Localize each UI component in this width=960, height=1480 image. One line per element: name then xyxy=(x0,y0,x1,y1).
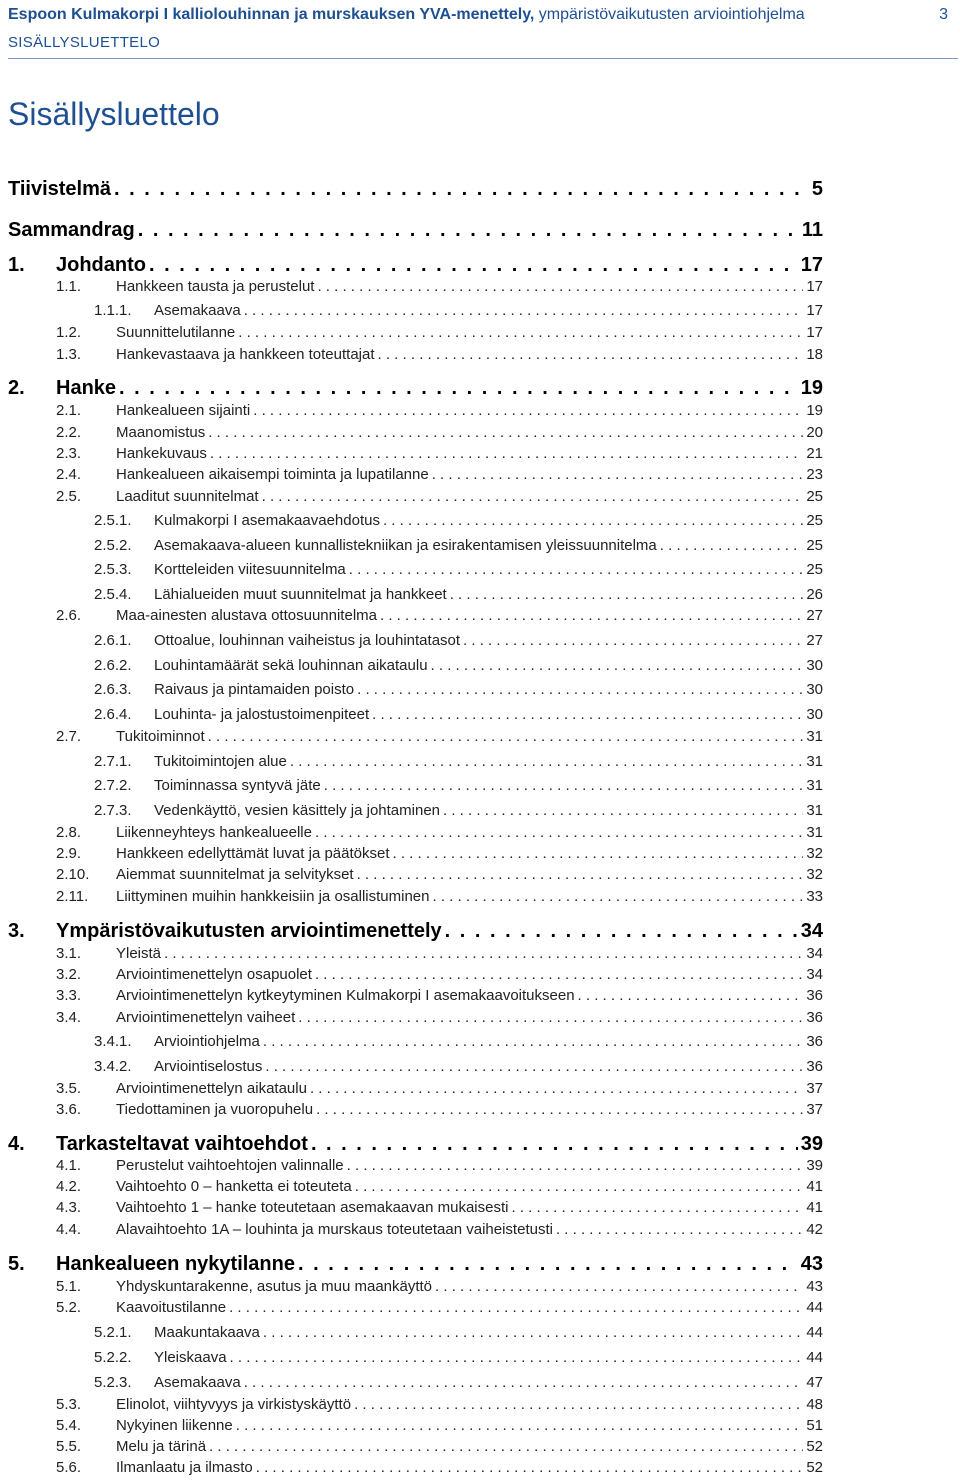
toc-entry-number: 2. xyxy=(8,377,25,399)
toc-section[interactable] xyxy=(56,1417,823,1434)
toc-entry-page: 17 xyxy=(806,302,823,319)
toc-entry-number: 1.3. xyxy=(56,346,82,363)
toc-entry-number: 2.11. xyxy=(56,888,89,905)
toc-entry-number: 5.2.3. xyxy=(94,1374,132,1391)
toc-entry-number: 2.3. xyxy=(56,445,82,462)
toc-entry-page: 34 xyxy=(806,966,823,983)
toc-entry-label: Yleiskaava xyxy=(154,1349,227,1366)
toc-entry-page: 19 xyxy=(800,377,823,399)
toc-entry-number: 4. xyxy=(8,1133,25,1155)
toc-dot-leader xyxy=(310,1080,803,1097)
toc-entry-label: Tiivistelmä xyxy=(8,178,112,200)
toc-entry-page: 36 xyxy=(806,1009,823,1026)
toc-entry-number: 5.2.1. xyxy=(94,1324,132,1341)
toc-entry-label: Arviointimenettelyn aikataulu xyxy=(116,1080,307,1097)
toc-entry-page: 36 xyxy=(806,1033,823,1050)
toc-chapter[interactable] xyxy=(8,254,823,277)
toc-entry-page: 32 xyxy=(806,845,823,862)
toc-entry-number: 2.6.1. xyxy=(94,632,132,649)
toc-entry-label: Ottoalue, louhinnan vaiheistus ja louhintatasot xyxy=(154,632,461,649)
document-title-bold: Espoon Kulmakorpi I kalliolouhinnan ja murskauksen YVA-menettely, xyxy=(8,6,535,23)
toc-dot-leader xyxy=(355,1178,804,1195)
toc-section[interactable] xyxy=(56,1009,823,1026)
toc-entry-page: 26 xyxy=(806,586,823,603)
toc-entry-number: 1.2. xyxy=(56,324,82,341)
toc-entry-page: 25 xyxy=(806,561,823,578)
toc-entry-label: Tukitoiminnot xyxy=(116,728,205,745)
toc-entry-label: Arviointimenettelyn vaiheet xyxy=(116,1009,296,1026)
toc-section[interactable] xyxy=(56,445,823,462)
toc-dot-leader xyxy=(209,1438,803,1455)
toc-dot-leader xyxy=(164,945,803,962)
toc-entry-page: 44 xyxy=(806,1349,823,1366)
toc-subsection[interactable] xyxy=(94,632,823,649)
toc-entry-number: 5.6. xyxy=(56,1459,82,1476)
toc-entry-number: 5.2.2. xyxy=(94,1349,132,1366)
toc-entry-number: 3.5. xyxy=(56,1080,82,1097)
toc-entry-label: Raivaus ja pintamaiden poisto xyxy=(154,681,355,698)
toc-entry-number: 2.5. xyxy=(56,488,82,505)
toc-entry-number: 2.2. xyxy=(56,424,82,441)
toc-dot-leader xyxy=(138,219,799,242)
toc-entry-number: 3.2. xyxy=(56,966,82,983)
toc-section[interactable] xyxy=(56,346,823,363)
toc-entry-number: 2.4. xyxy=(56,466,82,483)
toc-entry-number: 2.7.1. xyxy=(94,753,132,770)
toc-dot-leader xyxy=(431,657,804,674)
toc-subsection[interactable] xyxy=(94,561,823,578)
toc-subsection[interactable] xyxy=(94,681,823,698)
toc-section[interactable] xyxy=(56,966,823,983)
toc-dot-leader xyxy=(208,424,803,441)
toc-entry-page: 41 xyxy=(806,1199,823,1216)
toc-entry-label: Louhinta- ja jalostustoimenpiteet xyxy=(154,706,370,723)
toc-entry-page: 17 xyxy=(800,254,823,276)
toc-section[interactable] xyxy=(56,1299,823,1316)
toc-entry-page: 31 xyxy=(806,753,823,770)
toc-entry-page: 30 xyxy=(806,681,823,698)
toc-entry-number: 3.1. xyxy=(56,945,82,962)
toc-dot-leader xyxy=(450,586,804,603)
toc-entry-label: Hanke xyxy=(56,377,117,399)
toc-section[interactable] xyxy=(56,324,823,341)
page-number: 3 xyxy=(939,6,948,23)
toc-dot-leader xyxy=(311,1133,798,1156)
toc-dot-leader xyxy=(578,987,804,1004)
toc-chapter[interactable] xyxy=(8,1253,823,1276)
toc-entry-page: 34 xyxy=(806,945,823,962)
toc-dot-leader xyxy=(357,866,804,883)
toc-section[interactable] xyxy=(56,1396,823,1413)
toc-entry-number: 3.4.2. xyxy=(94,1058,132,1075)
toc-dot-leader xyxy=(298,1009,803,1026)
toc-entry-page: 30 xyxy=(806,657,823,674)
toc-entry-label: Sammandrag xyxy=(8,219,135,241)
toc-entry-number: 2.7. xyxy=(56,728,82,745)
toc-entry-page: 39 xyxy=(800,1133,823,1155)
toc-entry-page: 41 xyxy=(806,1178,823,1195)
toc-entry-page: 23 xyxy=(806,466,823,483)
toc-entry-page: 25 xyxy=(806,488,823,505)
toc-dot-leader xyxy=(511,1199,803,1216)
toc-dot-leader xyxy=(315,966,803,983)
toc-entry-number: 3. xyxy=(8,920,25,942)
toc-entry-number: 5.5. xyxy=(56,1438,82,1455)
toc-dot-leader xyxy=(383,512,803,529)
toc-subsection[interactable] xyxy=(94,802,823,819)
toc-entry-page: 18 xyxy=(806,346,823,363)
toc-entry-label: Asemakaava xyxy=(154,1374,241,1391)
toc-entry-label: Maanomistus xyxy=(116,424,206,441)
toc-dot-leader xyxy=(290,753,803,770)
toc-entry-label: Arviointiselostus xyxy=(154,1058,263,1075)
toc-entry-number: 5.1. xyxy=(56,1278,82,1295)
toc-section[interactable] xyxy=(56,1438,823,1455)
toc-entry-label: Maakuntakaava xyxy=(154,1324,260,1341)
toc-subsection[interactable] xyxy=(94,1033,823,1050)
toc-dot-leader xyxy=(244,302,804,319)
toc-entry-label: Elinolot, viihtyvyys ja virkistyskäyttö xyxy=(116,1396,352,1413)
toc-entry-label: Kaavoitustilanne xyxy=(116,1299,227,1316)
toc-section[interactable] xyxy=(56,1101,823,1118)
toc-entry-page: 31 xyxy=(806,802,823,819)
toc-entry-number: 2.5.3. xyxy=(94,561,132,578)
toc-entry-number: 2.8. xyxy=(56,824,82,841)
toc-dot-leader xyxy=(114,178,809,201)
toc-entry-page: 32 xyxy=(806,866,823,883)
toc-subsection[interactable] xyxy=(94,753,823,770)
toc-dot-leader xyxy=(354,1396,803,1413)
toc-entry-label: Vaihtoehto 0 – hanketta ei toteuteta xyxy=(116,1178,352,1195)
toc-subsection[interactable] xyxy=(94,1324,823,1341)
toc-dot-leader xyxy=(263,1033,803,1050)
toc-entry-number: 2.9. xyxy=(56,845,82,862)
toc-entry-label: Johdanto xyxy=(56,254,146,276)
toc-entry-label: Yleistä xyxy=(116,945,162,962)
toc-entry-page: 34 xyxy=(800,920,823,942)
toc-section[interactable] xyxy=(56,1157,823,1174)
toc-entry-label: Hankekuvaus xyxy=(116,445,207,462)
toc-subsection[interactable] xyxy=(94,302,823,319)
toc-entry-page: 19 xyxy=(806,402,823,419)
toc-entry-page: 37 xyxy=(806,1080,823,1097)
toc-entry-label: Maa-ainesten alustava ottosuunnitelma xyxy=(116,607,377,624)
toc-entry-label: Asemakaava xyxy=(154,302,241,319)
toc-entry-label: Alavaihtoehto 1A – louhinta ja murskaus toteutetaan vaiheistetusti xyxy=(116,1221,553,1238)
toc-entry-label: Vedenkäyttö, vesien käsittely ja johtaminen xyxy=(154,802,441,819)
toc-dot-leader xyxy=(256,1459,804,1476)
toc-dot-leader xyxy=(253,402,803,419)
toc-entry-page: 33 xyxy=(806,888,823,905)
toc-entry-page: 27 xyxy=(806,632,823,649)
toc-section[interactable] xyxy=(56,1080,823,1097)
toc-entry-number: 4.4. xyxy=(56,1221,82,1238)
toc-dot-leader xyxy=(432,888,803,905)
toc-section[interactable] xyxy=(56,728,823,745)
toc-section[interactable] xyxy=(56,1199,823,1216)
toc-entry-number: 4.3. xyxy=(56,1199,82,1216)
toc-dot-leader xyxy=(149,254,798,277)
toc-dot-leader xyxy=(265,1058,803,1075)
toc-entry-page: 31 xyxy=(806,777,823,794)
toc-dot-leader xyxy=(380,607,803,624)
toc-subsection[interactable] xyxy=(94,706,823,723)
toc-chapter[interactable] xyxy=(8,219,823,242)
toc-section[interactable] xyxy=(56,1178,823,1195)
toc-section[interactable] xyxy=(56,1278,823,1295)
toc-entry-label: Liittyminen muihin hankkeisiin ja osallistuminen xyxy=(116,888,430,905)
toc-subsection[interactable] xyxy=(94,1374,823,1391)
toc-dot-leader xyxy=(315,824,803,841)
toc-dot-leader xyxy=(210,445,803,462)
toc-section[interactable] xyxy=(56,424,823,441)
toc-entry-number: 5. xyxy=(8,1253,25,1275)
toc-entry-number: 2.5.1. xyxy=(94,512,132,529)
toc-section[interactable] xyxy=(56,888,823,905)
toc-entry-number: 2.1. xyxy=(56,402,82,419)
toc-entry-label: Tarkasteltavat vaihtoehdot xyxy=(56,1133,308,1155)
toc-dot-leader xyxy=(316,1101,803,1118)
toc-entry-number: 5.4. xyxy=(56,1417,82,1434)
document-title-rest: ympäristövaikutusten arviointiohjelma xyxy=(538,6,805,23)
toc-entry-number: 4.1. xyxy=(56,1157,82,1174)
toc-entry-label: Kortteleiden viitesuunnitelma xyxy=(154,561,346,578)
toc-entry-page: 17 xyxy=(806,324,823,341)
toc-entry-number: 2.10. xyxy=(56,866,90,883)
toc-entry-number: 1. xyxy=(8,254,25,276)
toc-entry-label: Louhintamäärät sekä louhinnan aikataulu xyxy=(154,657,428,674)
toc-entry-page: 43 xyxy=(806,1278,823,1295)
header-rule xyxy=(8,58,958,59)
toc-entry-page: 25 xyxy=(806,537,823,554)
toc-subsection[interactable] xyxy=(94,586,823,603)
toc-entry-label: Hankkeen tausta ja perustelut xyxy=(116,278,315,295)
toc-dot-leader xyxy=(393,845,804,862)
toc-section[interactable] xyxy=(56,488,823,505)
toc-chapter[interactable] xyxy=(8,377,823,400)
toc-entry-label: Hankealueen nykytilanne xyxy=(56,1253,295,1275)
toc-entry-page: 20 xyxy=(806,424,823,441)
toc-dot-leader xyxy=(236,1417,804,1434)
toc-entry-page: 30 xyxy=(806,706,823,723)
toc-entry-label: Ympäristövaikutusten arviointimenettely xyxy=(56,920,442,942)
toc-entry-number: 2.7.3. xyxy=(94,802,132,819)
toc-dot-leader xyxy=(262,488,804,505)
toc-entry-label: Toiminnassa syntyvä jäte xyxy=(154,777,321,794)
toc-entry-page: 17 xyxy=(806,278,823,295)
toc-entry-page: 31 xyxy=(806,728,823,745)
toc-section[interactable] xyxy=(56,945,823,962)
toc-chapter[interactable] xyxy=(8,178,823,201)
toc-entry-page: 31 xyxy=(806,824,823,841)
toc-dot-leader xyxy=(208,728,804,745)
toc-section[interactable] xyxy=(56,987,823,1004)
toc-section[interactable] xyxy=(56,866,823,883)
toc-dot-leader xyxy=(238,324,803,341)
toc-entry-label: Laaditut suunnitelmat xyxy=(116,488,259,505)
toc-section[interactable] xyxy=(56,845,823,862)
toc-entry-label: Liikenneyhteys hankealueelle xyxy=(116,824,312,841)
toc-entry-label: Hankevastaava ja hankkeen toteuttajat xyxy=(116,346,375,363)
toc-dot-leader xyxy=(556,1221,803,1238)
toc-entry-label: Yhdyskuntarakenne, asutus ja muu maankäyttö xyxy=(116,1278,433,1295)
toc-entry-page: 52 xyxy=(806,1459,823,1476)
toc-dot-leader xyxy=(372,706,803,723)
toc-entry-label: Hankealueen aikaisempi toiminta ja lupatilanne xyxy=(116,466,429,483)
toc-entry-number: 1.1. xyxy=(56,278,82,295)
toc-entry-label: Arviointimenettelyn osapuolet xyxy=(116,966,312,983)
toc-entry-label: Asemakaava-alueen kunnallistekniikan ja esirakentamisen yleissuunnitelma xyxy=(154,537,657,554)
toc-entry-page: 11 xyxy=(801,219,823,241)
toc-section[interactable] xyxy=(56,824,823,841)
toc-entry-number: 2.5.4. xyxy=(94,586,132,603)
toc-dot-leader xyxy=(263,1324,803,1341)
toc-entry-page: 5 xyxy=(811,178,823,200)
toc-dot-leader xyxy=(445,920,798,943)
toc-section[interactable] xyxy=(56,607,823,624)
document-title xyxy=(8,4,958,26)
toc-dot-leader xyxy=(660,537,804,554)
toc-section[interactable] xyxy=(56,402,823,419)
toc-entry-number: 2.6.4. xyxy=(94,706,132,723)
toc-entry-page: 37 xyxy=(806,1101,823,1118)
toc-subsection[interactable] xyxy=(94,537,823,554)
toc-entry-label: Aiemmat suunnitelmat ja selvitykset xyxy=(116,866,354,883)
toc-dot-leader xyxy=(317,278,803,295)
toc-entry-label: Lähialueiden muut suunnitelmat ja hankkeet xyxy=(154,586,447,603)
toc-entry-page: 51 xyxy=(806,1417,823,1434)
toc-entry-label: Nykyinen liikenne xyxy=(116,1417,233,1434)
toc-entry-page: 39 xyxy=(806,1157,823,1174)
running-header xyxy=(8,4,958,54)
toc-subsection[interactable] xyxy=(94,657,823,674)
toc-entry-page: 52 xyxy=(806,1438,823,1455)
toc-entry-page: 42 xyxy=(806,1221,823,1238)
toc-dot-leader xyxy=(463,632,803,649)
page-title: Sisällysluettelo xyxy=(8,96,220,132)
toc-entry-number: 2.6. xyxy=(56,607,82,624)
toc-dot-leader xyxy=(347,1157,804,1174)
toc-dot-leader xyxy=(230,1349,804,1366)
toc-dot-leader xyxy=(357,681,803,698)
toc-entry-number: 3.4. xyxy=(56,1009,82,1026)
toc-entry-label: Arviointiohjelma xyxy=(154,1033,260,1050)
toc-entry-label: Kulmakorpi I asemakaavaehdotus xyxy=(154,512,380,529)
toc-dot-leader xyxy=(244,1374,804,1391)
toc-subsection[interactable] xyxy=(94,1349,823,1366)
toc-dot-leader xyxy=(119,377,798,400)
toc-entry-page: 48 xyxy=(806,1396,823,1413)
toc-dot-leader xyxy=(435,1278,803,1295)
toc-entry-label: Hankealueen sijainti xyxy=(116,402,251,419)
toc-entry-page: 47 xyxy=(806,1374,823,1391)
toc-entry-label: Ilmanlaatu ja ilmasto xyxy=(116,1459,253,1476)
toc-dot-leader xyxy=(324,777,804,794)
toc-entry-label: Tiedottaminen ja vuoropuhelu xyxy=(116,1101,314,1118)
toc-section[interactable] xyxy=(56,466,823,483)
toc-entry-label: Tukitoimintojen alue xyxy=(154,753,287,770)
section-name: SISÄLLYSLUETTELO xyxy=(8,34,161,51)
toc-entry-label: Suunnittelutilanne xyxy=(116,324,236,341)
toc-entry-label: Perustelut vaihtoehtojen valinnalle xyxy=(116,1157,344,1174)
toc-dot-leader xyxy=(443,802,803,819)
toc-dot-leader xyxy=(378,346,804,363)
toc-entry-label: Arviointimenettelyn kytkeytyminen Kulmakorpi I asemakaavoitukseen xyxy=(116,987,575,1004)
toc-entry-number: 2.6.2. xyxy=(94,657,132,674)
toc-entry-number: 5.3. xyxy=(56,1396,82,1413)
toc-entry-number: 3.4.1. xyxy=(94,1033,132,1050)
toc-entry-page: 44 xyxy=(806,1299,823,1316)
toc-subsection[interactable] xyxy=(94,777,823,794)
toc-entry-page: 25 xyxy=(806,512,823,529)
toc-entry-number: 3.3. xyxy=(56,987,82,1004)
toc-entry-number: 5.2. xyxy=(56,1299,82,1316)
toc-entry-page: 43 xyxy=(800,1253,823,1275)
toc-entry-page: 27 xyxy=(806,607,823,624)
toc-entry-number: 2.5.2. xyxy=(94,537,132,554)
toc-entry-page: 36 xyxy=(806,1058,823,1075)
toc-entry-page: 36 xyxy=(806,987,823,1004)
toc-dot-leader xyxy=(349,561,804,578)
toc-entry-label: Melu ja tärinä xyxy=(116,1438,207,1455)
toc-entry-number: 2.6.3. xyxy=(94,681,132,698)
toc-dot-leader xyxy=(229,1299,803,1316)
toc-entry-number: 2.7.2. xyxy=(94,777,132,794)
toc-subsection[interactable] xyxy=(94,512,823,529)
toc-subsection[interactable] xyxy=(94,1058,823,1075)
toc-entry-number: 1.1.1. xyxy=(94,302,132,319)
toc-entry-page: 44 xyxy=(806,1324,823,1341)
toc-section[interactable] xyxy=(56,1459,823,1476)
toc-chapter[interactable] xyxy=(8,1133,823,1156)
toc-section[interactable] xyxy=(56,1221,823,1238)
toc-entry-number: 3.6. xyxy=(56,1101,82,1118)
toc-entry-label: Hankkeen edellyttämät luvat ja päätökset xyxy=(116,845,390,862)
toc-section[interactable] xyxy=(56,278,823,295)
toc-entry-label: Vaihtoehto 1 – hanke toteutetaan asemakaavan mukaisesti xyxy=(116,1199,509,1216)
toc-entry-page: 21 xyxy=(806,445,823,462)
toc-entry-number: 4.2. xyxy=(56,1178,82,1195)
toc-chapter[interactable] xyxy=(8,920,823,943)
toc-dot-leader xyxy=(432,466,804,483)
toc-dot-leader xyxy=(298,1253,798,1276)
